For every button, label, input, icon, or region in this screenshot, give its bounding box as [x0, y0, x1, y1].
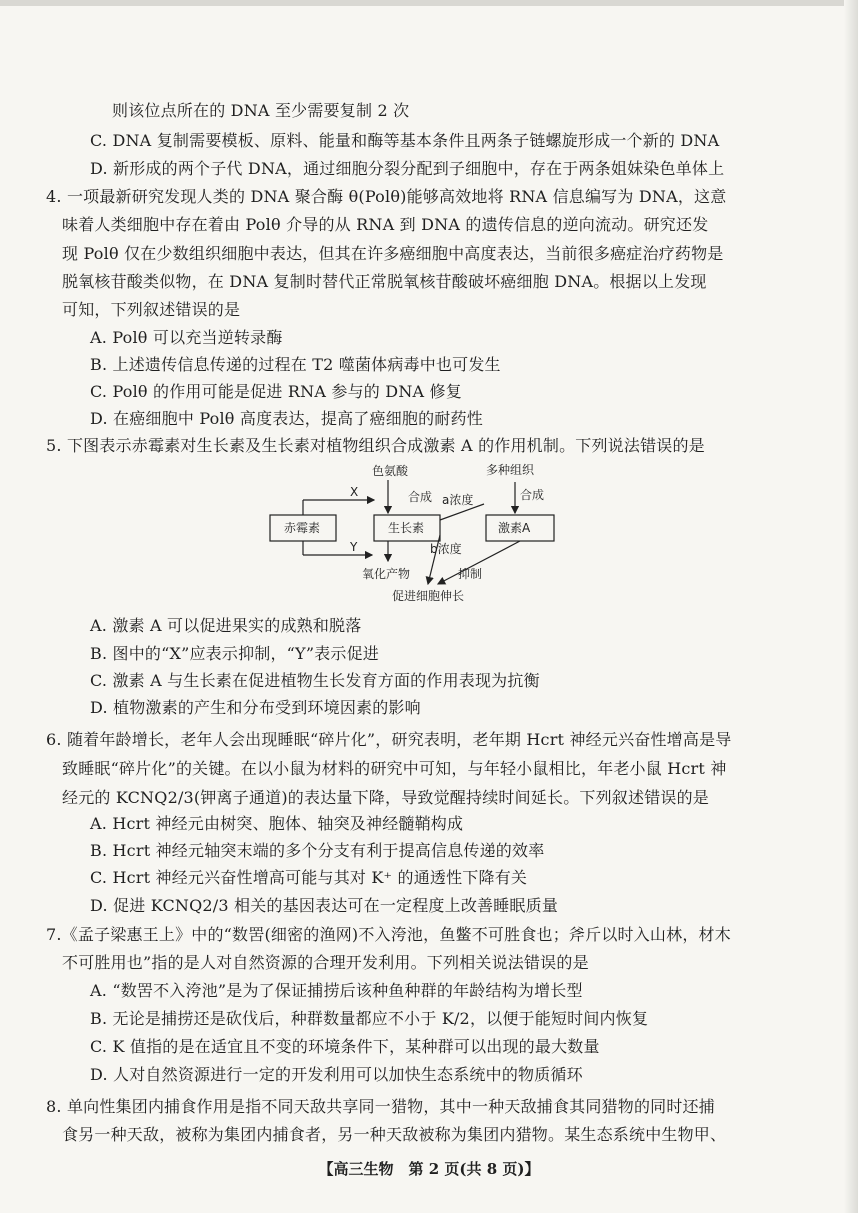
q5-option-b: B. 图中的“X”应表示抑制，“Y”表示促进: [90, 644, 380, 663]
q5-option-a: A. 激素 A 可以促进果实的成熟和脱落: [90, 616, 362, 635]
hormone-diagram: [262, 460, 582, 610]
b-concentration-label: b浓度: [430, 542, 462, 556]
x-label: X: [350, 485, 359, 499]
auxin-label: 生长素: [388, 521, 425, 535]
q6-option-d: D. 促进 KCNQ2/3 相关的基因表达可在一定程度上改善睡眠质量: [90, 896, 559, 915]
q4-stem-line: 味着人类细胞中存在着由 Polθ 介导的从 RNA 到 DNA 的遗传信息的逆向流动。研究还发: [62, 215, 709, 234]
q6-option-c: C. Hcrt 神经元兴奋性增高可能与其对 K⁺ 的通透性下降有关: [90, 868, 528, 887]
a-concentration-label: a浓度: [442, 493, 474, 507]
q4-stem-line: 4. 一项最新研究发现人类的 DNA 聚合酶 θ(Polθ)能够高效地将 RNA 信息编写为 DNA，这意: [46, 187, 727, 206]
hormone-a-label: 激素A: [498, 521, 531, 535]
oxidation-label: 氧化产物: [362, 567, 411, 581]
q7-option-a: A. “数罟不入洿池”是为了保证捕捞后该种鱼种群的年龄结构为增长型: [90, 981, 583, 1000]
q5-option-c: C. 激素 A 与生长素在促进植物生长发育方面的作用表现为抗衡: [90, 671, 540, 690]
q6-option-a: A. Hcrt 神经元由树突、胞体、轴突及神经髓鞘构成: [90, 814, 464, 833]
page-footer: 【高三生物 第 2 页(共 8 页)】: [318, 1160, 540, 1178]
q8-stem-line: 8. 单向性集团内捕食作用是指不同天敌共享同一猎物，其中一种天敌捕食其同猎物的同时还捕: [46, 1097, 715, 1116]
q6-option-b: B. Hcrt 神经元轴突末端的多个分支有利于提高信息传递的效率: [90, 841, 545, 860]
q4-option-b: B. 上述遗传信息传递的过程在 T2 噬菌体病毒中也可发生: [90, 355, 501, 374]
q8-stem-line: 食另一种天敌，被称为集团内捕食者，另一种天敌被称为集团内猎物。某生态系统中生物甲、: [62, 1125, 727, 1144]
q6-stem-line: 经元的 KCNQ2/3(钾离子通道)的表达量下降，导致觉醒持续时间延长。下列叙述错误的是: [62, 788, 710, 807]
synth-label: 合成: [520, 488, 545, 502]
q5-option-d: D. 植物激素的产生和分布受到环境因素的影响: [90, 698, 421, 717]
gibberellin-label: 赤霉素: [284, 521, 321, 535]
y-label: Y: [350, 540, 358, 554]
q5-stem-line: 5. 下图表示赤霉素对生长素及生长素对植物组织合成激素 A 的作用机制。下列说法错误的是: [46, 436, 705, 455]
q3-option-c: C. DNA 复制需要模板、原料、能量和酶等基本条件且两条子链螺旋形成一个新的 DNA: [90, 131, 720, 150]
q7-option-d: D. 人对自然资源进行一定的开发利用可以加快生态系统中的物质循环: [90, 1065, 583, 1084]
q7-stem-line: 不可胜用也”指的是人对自然资源的合理开发利用。下列相关说法错误的是: [62, 953, 589, 972]
elongation-label: 促进细胞伸长: [392, 589, 465, 603]
q4-stem-line: 现 Polθ 仅在少数组织细胞中表达，但其在许多癌细胞中高度表达，当前很多癌症治疗药物是: [62, 244, 724, 263]
q4-option-a: A. Polθ 可以充当逆转录酶: [90, 328, 283, 347]
tryptophan-label: 色氨酸: [372, 464, 409, 478]
q6-stem-line: 6. 随着年龄增长，老年人会出现睡眠“碎片化”，研究表明，老年期 Hcrt 神经元兴奋性增高是导: [46, 730, 732, 749]
q4-option-d: D. 在癌细胞中 Polθ 高度表达，提高了癌细胞的耐药性: [90, 409, 483, 428]
q7-stem-line: 7.《孟子梁惠王上》中的“数罟(细密的渔网)不入洿池，鱼鳖不可胜食也；斧斤以时入山林，材木: [46, 925, 731, 944]
q4-stem-line: 脱氧核苷酸类似物，在 DNA 复制时替代正常脱氧核苷酸破坏癌细胞 DNA。根据以上发现: [62, 272, 707, 291]
tissues-label: 多种组织: [486, 463, 535, 477]
inhibit-label: 抑制: [458, 567, 483, 581]
synth-label: 合成: [408, 490, 433, 504]
q3-continuation: 则该位点所在的 DNA 至少需要复制 2 次: [112, 101, 410, 120]
q6-stem-line: 致睡眠“碎片化”的关键。在以小鼠为材料的研究中可知，与年轻小鼠相比，年老小鼠 Hcrt 神: [62, 759, 727, 778]
q4-stem-line: 可知，下列叙述错误的是: [62, 300, 241, 319]
q7-option-b: B. 无论是捕捞还是砍伐后，种群数量都应不小于 K/2，以便于能短时间内恢复: [90, 1009, 649, 1028]
q3-option-d: D. 新形成的两个子代 DNA，通过细胞分裂分配到子细胞中，存在于两条姐妹染色单体上: [90, 159, 725, 178]
q7-option-c: C. K 值指的是在适宜且不变的环境条件下，某种群可以出现的最大数量: [90, 1037, 600, 1056]
q4-option-c: C. Polθ 的作用可能是促进 RNA 参与的 DNA 修复: [90, 382, 462, 401]
